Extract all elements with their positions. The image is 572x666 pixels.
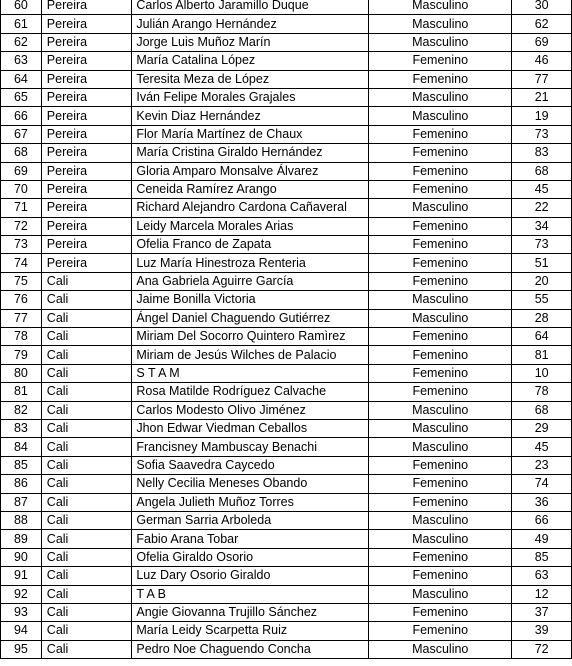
city-cell: Pereira: [41, 70, 132, 88]
age-cell: 72: [512, 640, 572, 658]
name-cell: Ofelia Giraldo Osorio: [132, 548, 369, 566]
table-row: [1, 475, 572, 493]
age-cell: 66: [512, 511, 572, 529]
gender-cell: Femenino: [369, 603, 512, 621]
name-cell: Gloria Amparo Monsalve Álvarez: [132, 162, 369, 180]
row-number-cell: 67: [1, 125, 42, 143]
city-cell: Cali: [41, 364, 132, 382]
name-cell: Francisney Mambuscay Benachi: [132, 438, 369, 456]
gender-cell: Masculino: [369, 438, 512, 456]
city-cell: Pereira: [41, 180, 132, 198]
table-row: [1, 383, 572, 401]
table-row: [1, 70, 572, 88]
table-row: [1, 419, 572, 437]
age-cell: 21: [512, 88, 572, 106]
table-row: [1, 33, 572, 51]
table-row: [1, 125, 572, 143]
gender-cell: Masculino: [369, 88, 512, 106]
row-number-cell: 84: [1, 438, 42, 456]
row-number-cell: 90: [1, 548, 42, 566]
name-cell: Miriam de Jesús Wilches de Palacio: [132, 346, 369, 364]
age-cell: 62: [512, 15, 572, 33]
table-row: [1, 0, 572, 15]
age-cell: 19: [512, 107, 572, 125]
row-number-cell: 94: [1, 622, 42, 640]
gender-cell: Femenino: [369, 180, 512, 198]
name-cell: Miriam Del Socorro Quintero Ramìrez: [132, 328, 369, 346]
table-row: [1, 107, 572, 125]
row-number-cell: 66: [1, 107, 42, 125]
name-cell: T A B: [132, 585, 369, 603]
table-row: [1, 438, 572, 456]
name-cell: Jhon Edwar Viedman Ceballos: [132, 419, 369, 437]
city-cell: Cali: [41, 419, 132, 437]
gender-cell: Femenino: [369, 144, 512, 162]
age-cell: 63: [512, 567, 572, 585]
name-cell: Ceneida Ramírez Arango: [132, 180, 369, 198]
row-number-cell: 95: [1, 640, 42, 658]
gender-cell: Femenino: [369, 125, 512, 143]
age-cell: 28: [512, 309, 572, 327]
name-cell: Ana Gabriela Aguirre García: [132, 272, 369, 290]
name-cell: German Sarria Arboleda: [132, 511, 369, 529]
table-row: [1, 309, 572, 327]
row-number-cell: 85: [1, 456, 42, 474]
name-cell: Sofia Saavedra Caycedo: [132, 456, 369, 474]
gender-cell: Femenino: [369, 236, 512, 254]
row-number-cell: 87: [1, 493, 42, 511]
table-body: [1, 0, 572, 659]
table-row: [1, 493, 572, 511]
gender-cell: Masculino: [369, 640, 512, 658]
table-row: [1, 346, 572, 364]
gender-cell: Femenino: [369, 70, 512, 88]
city-cell: Cali: [41, 475, 132, 493]
row-number-cell: 80: [1, 364, 42, 382]
table-row: [1, 52, 572, 70]
table-row: [1, 236, 572, 254]
gender-cell: Femenino: [369, 162, 512, 180]
age-cell: 74: [512, 475, 572, 493]
table-row: [1, 144, 572, 162]
row-number-cell: 76: [1, 291, 42, 309]
age-cell: 81: [512, 346, 572, 364]
name-cell: Flor María Martínez de Chaux: [132, 125, 369, 143]
row-number-cell: 93: [1, 603, 42, 621]
row-number-cell: 78: [1, 328, 42, 346]
table-row: [1, 162, 572, 180]
gender-cell: Femenino: [369, 456, 512, 474]
age-cell: 45: [512, 180, 572, 198]
name-cell: Angela Julieth Muñoz Torres: [132, 493, 369, 511]
row-number-cell: 63: [1, 52, 42, 70]
row-number-cell: 68: [1, 144, 42, 162]
row-number-cell: 77: [1, 309, 42, 327]
table-row: [1, 254, 572, 272]
age-cell: 69: [512, 33, 572, 51]
gender-cell: Masculino: [369, 291, 512, 309]
city-cell: Cali: [41, 438, 132, 456]
table-row: [1, 603, 572, 621]
city-cell: Cali: [41, 585, 132, 603]
city-cell: Cali: [41, 603, 132, 621]
table-row: [1, 548, 572, 566]
age-cell: 77: [512, 70, 572, 88]
row-number-cell: 73: [1, 236, 42, 254]
name-cell: Rosa Matilde Rodríguez Calvache: [132, 383, 369, 401]
name-cell: Teresita Meza de López: [132, 70, 369, 88]
gender-cell: Femenino: [369, 548, 512, 566]
table-row: [1, 622, 572, 640]
table-row: [1, 456, 572, 474]
row-number-cell: 72: [1, 217, 42, 235]
row-number-cell: 89: [1, 530, 42, 548]
gender-cell: Masculino: [369, 15, 512, 33]
age-cell: 22: [512, 199, 572, 217]
city-cell: Cali: [41, 493, 132, 511]
age-cell: 39: [512, 622, 572, 640]
city-cell: Cali: [41, 511, 132, 529]
age-cell: 85: [512, 548, 572, 566]
age-cell: 55: [512, 291, 572, 309]
name-cell: Ángel Daniel Chaguendo Gutiérrez: [132, 309, 369, 327]
age-cell: 12: [512, 585, 572, 603]
age-cell: 20: [512, 272, 572, 290]
table-row: [1, 401, 572, 419]
city-cell: Cali: [41, 309, 132, 327]
gender-cell: Masculino: [369, 107, 512, 125]
city-cell: Pereira: [41, 162, 132, 180]
row-number-cell: 69: [1, 162, 42, 180]
gender-cell: Femenino: [369, 346, 512, 364]
name-cell: S T A M: [132, 364, 369, 382]
name-cell: Nelly Cecilia Meneses Obando: [132, 475, 369, 493]
age-cell: 51: [512, 254, 572, 272]
city-cell: Pereira: [41, 199, 132, 217]
city-cell: Pereira: [41, 0, 132, 15]
row-number-cell: 60: [1, 0, 42, 15]
table-row: [1, 199, 572, 217]
row-number-cell: 79: [1, 346, 42, 364]
city-cell: Pereira: [41, 107, 132, 125]
city-cell: Cali: [41, 383, 132, 401]
age-cell: 73: [512, 236, 572, 254]
gender-cell: Masculino: [369, 511, 512, 529]
row-number-cell: 74: [1, 254, 42, 272]
name-cell: Jaime Bonilla Victoria: [132, 291, 369, 309]
name-cell: Angie Giovanna Trujillo Sánchez: [132, 603, 369, 621]
age-cell: 83: [512, 144, 572, 162]
row-number-cell: 70: [1, 180, 42, 198]
row-number-cell: 82: [1, 401, 42, 419]
city-cell: Pereira: [41, 33, 132, 51]
age-cell: 49: [512, 530, 572, 548]
table-row: [1, 585, 572, 603]
city-cell: Pereira: [41, 125, 132, 143]
row-number-cell: 81: [1, 383, 42, 401]
gender-cell: Masculino: [369, 33, 512, 51]
city-cell: Cali: [41, 272, 132, 290]
city-cell: Pereira: [41, 254, 132, 272]
city-cell: Cali: [41, 291, 132, 309]
row-number-cell: 71: [1, 199, 42, 217]
name-cell: Richard Alejandro Cardona Cañaveral: [132, 199, 369, 217]
row-number-cell: 62: [1, 33, 42, 51]
name-cell: Pedro Noe Chaguendo Concha: [132, 640, 369, 658]
table-row: [1, 511, 572, 529]
city-cell: Pereira: [41, 236, 132, 254]
table-row: [1, 328, 572, 346]
age-cell: 36: [512, 493, 572, 511]
gender-cell: Femenino: [369, 328, 512, 346]
city-cell: Cali: [41, 346, 132, 364]
age-cell: 64: [512, 328, 572, 346]
row-number-cell: 86: [1, 475, 42, 493]
gender-cell: Femenino: [369, 493, 512, 511]
city-cell: Pereira: [41, 15, 132, 33]
row-number-cell: 75: [1, 272, 42, 290]
name-cell: Kevin Diaz Hernández: [132, 107, 369, 125]
city-cell: Cali: [41, 456, 132, 474]
gender-cell: Masculino: [369, 199, 512, 217]
table-row: [1, 180, 572, 198]
name-cell: Luz María Hinestroza Renteria: [132, 254, 369, 272]
table-row: [1, 291, 572, 309]
gender-cell: Femenino: [369, 52, 512, 70]
age-cell: 46: [512, 52, 572, 70]
city-cell: Pereira: [41, 88, 132, 106]
gender-cell: Masculino: [369, 309, 512, 327]
table-row: [1, 364, 572, 382]
name-cell: Julián Arango Hernández: [132, 15, 369, 33]
table-row: [1, 217, 572, 235]
age-cell: 10: [512, 364, 572, 382]
row-number-cell: 64: [1, 70, 42, 88]
gender-cell: Femenino: [369, 217, 512, 235]
gender-cell: Femenino: [369, 622, 512, 640]
age-cell: 37: [512, 603, 572, 621]
age-cell: 68: [512, 162, 572, 180]
city-cell: Cali: [41, 622, 132, 640]
row-number-cell: 61: [1, 15, 42, 33]
row-number-cell: 88: [1, 511, 42, 529]
age-cell: 23: [512, 456, 572, 474]
city-cell: Cali: [41, 567, 132, 585]
name-cell: Luz Dary Osorio Giraldo: [132, 567, 369, 585]
name-cell: María Leidy Scarpetta Ruiz: [132, 622, 369, 640]
row-number-cell: 91: [1, 567, 42, 585]
name-cell: Carlos Alberto Jaramillo Duque: [132, 0, 369, 15]
gender-cell: Masculino: [369, 401, 512, 419]
gender-cell: Femenino: [369, 272, 512, 290]
age-cell: 68: [512, 401, 572, 419]
gender-cell: Femenino: [369, 567, 512, 585]
name-cell: Iván Felipe Morales Grajales: [132, 88, 369, 106]
row-number-cell: 92: [1, 585, 42, 603]
gender-cell: Femenino: [369, 383, 512, 401]
city-cell: Cali: [41, 401, 132, 419]
name-cell: Carlos Modesto Olivo Jiménez: [132, 401, 369, 419]
age-cell: 78: [512, 383, 572, 401]
name-cell: María Catalina López: [132, 52, 369, 70]
table-row: [1, 15, 572, 33]
gender-cell: Masculino: [369, 530, 512, 548]
table-row: [1, 567, 572, 585]
gender-cell: Femenino: [369, 475, 512, 493]
name-cell: María Cristina Giraldo Hernández: [132, 144, 369, 162]
age-cell: 30: [512, 0, 572, 15]
city-cell: Cali: [41, 640, 132, 658]
age-cell: 45: [512, 438, 572, 456]
city-cell: Pereira: [41, 144, 132, 162]
age-cell: 34: [512, 217, 572, 235]
table-row: [1, 272, 572, 290]
row-number-cell: 65: [1, 88, 42, 106]
gender-cell: Femenino: [369, 364, 512, 382]
name-cell: Ofelia Franco de Zapata: [132, 236, 369, 254]
city-cell: Cali: [41, 530, 132, 548]
table-row: [1, 530, 572, 548]
age-cell: 29: [512, 419, 572, 437]
city-cell: Cali: [41, 548, 132, 566]
name-cell: Jorge Luis Muñoz Marín: [132, 33, 369, 51]
city-cell: Cali: [41, 328, 132, 346]
row-number-cell: 83: [1, 419, 42, 437]
gender-cell: Masculino: [369, 585, 512, 603]
table-row: [1, 640, 572, 658]
gender-cell: Masculino: [369, 0, 512, 15]
gender-cell: Masculino: [369, 419, 512, 437]
city-cell: Pereira: [41, 217, 132, 235]
name-cell: Leidy Marcela Morales Arias: [132, 217, 369, 235]
city-cell: Pereira: [41, 52, 132, 70]
age-cell: 73: [512, 125, 572, 143]
table-row: [1, 88, 572, 106]
name-cell: Fabio Arana Tobar: [132, 530, 369, 548]
gender-cell: Femenino: [369, 254, 512, 272]
